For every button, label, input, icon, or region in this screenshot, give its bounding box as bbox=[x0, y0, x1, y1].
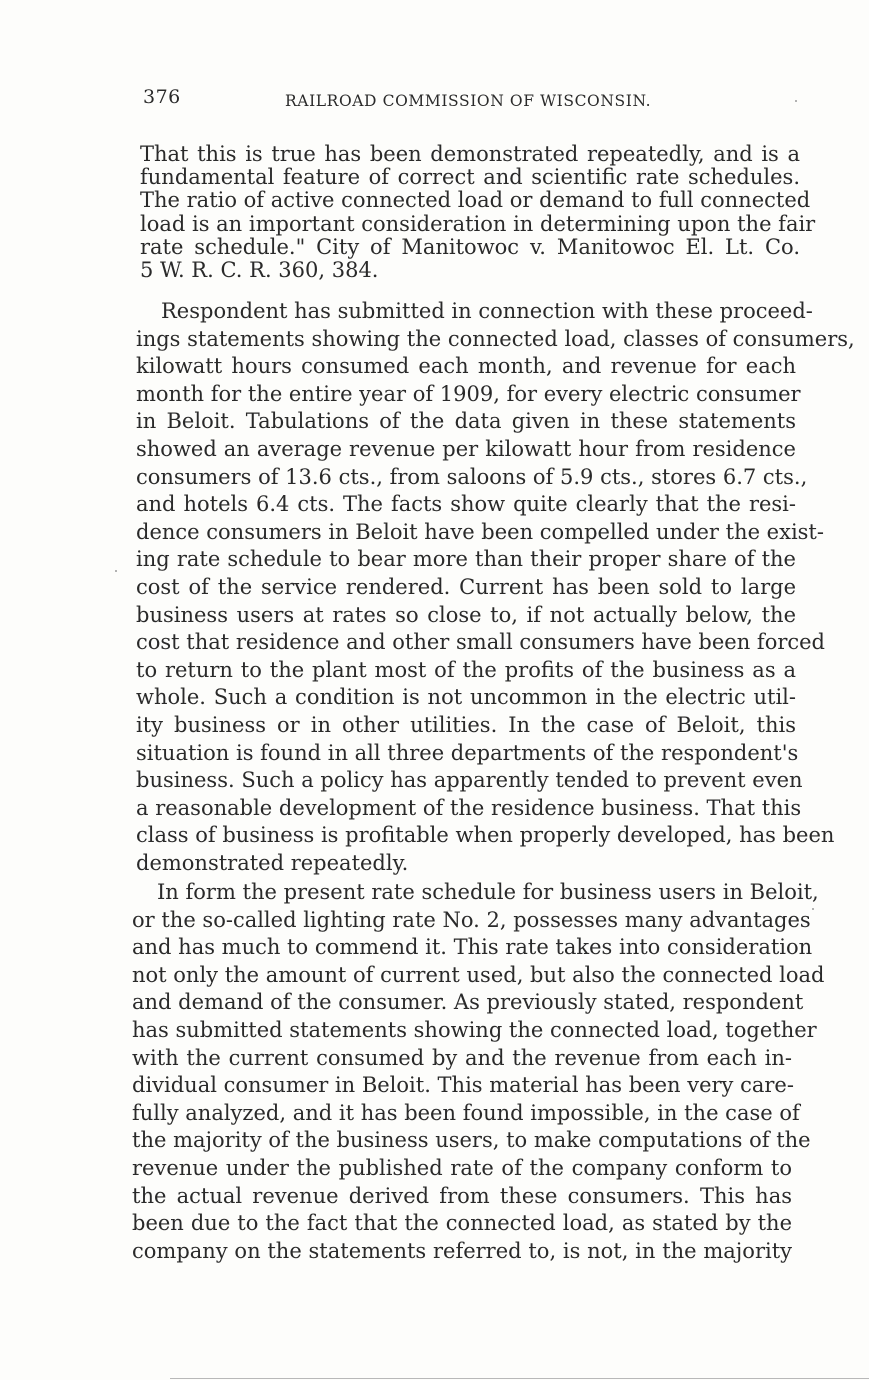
quote-line: 5 W. R. C. R. 360, 384. bbox=[140, 258, 379, 283]
paragraph-line: and has much to commend it. This rate takes into consideration bbox=[132, 935, 813, 960]
paragraph-line: ings statements showing the connected load, classes of consumers, bbox=[136, 326, 855, 351]
paragraph-line: and demand of the consumer. As previously stated, respondent bbox=[132, 990, 804, 1015]
paragraph-line: has submitted statements showing the connected load, together bbox=[132, 1017, 817, 1042]
paragraph-line: fully analyzed, and it has been found impossible, in the case of bbox=[132, 1100, 800, 1125]
paragraph-line: dividual consumer in Beloit. This material has been very care- bbox=[132, 1073, 794, 1098]
running-head: RAILROAD COMMISSION OF WISCONSIN. bbox=[285, 92, 652, 110]
paragraph-line: been due to the fact that the connected load, as stated by the bbox=[132, 1211, 792, 1236]
quoted-passage bbox=[140, 142, 816, 283]
bottom-rule bbox=[170, 1378, 869, 1379]
paragraph-line: and hotels 6.4 cts. The facts show quite clearly that the resi- bbox=[136, 492, 796, 517]
paragraph-line: a reasonable development of the residence business. That this bbox=[136, 795, 802, 820]
paragraph-line: business. Such a policy has apparently tended to prevent even bbox=[136, 768, 803, 793]
paragraph-line: business users at rates so close to, if not actually below, the bbox=[136, 602, 796, 627]
paragraph-line: consumers of 13.6 cts., from saloons of 5.9 cts., stores 6.7 cts., bbox=[136, 464, 808, 489]
scan-speck bbox=[795, 100, 797, 102]
quote-line: load is an important consideration in determining upon the fair bbox=[140, 211, 816, 236]
paragraph-line: the actual revenue derived from these consumers. This has bbox=[132, 1183, 792, 1208]
quote-citation-line: rate schedule." City of Manitowoc v. Manitowoc El. Lt. Co. bbox=[140, 234, 800, 259]
paragraph-line: demonstrated repeatedly. bbox=[136, 850, 409, 875]
paragraph-line: situation is found in all three departments of the respondent's bbox=[136, 740, 799, 765]
paragraph-line: company on the statements referred to, is not, in the majority bbox=[132, 1238, 792, 1263]
scan-speck bbox=[812, 908, 814, 910]
paragraph-line: ing rate schedule to bear more than their proper share of the bbox=[136, 547, 796, 572]
paragraph-line: not only the amount of current used, but also the connected load bbox=[132, 962, 825, 987]
paragraph-line: whole. Such a condition is not uncommon in the electric util- bbox=[136, 685, 796, 710]
paragraph-line: or the so-called lighting rate No. 2, possesses many advantages bbox=[132, 907, 811, 932]
quote-line: That this is true has been demonstrated repeatedly, and is a bbox=[140, 142, 800, 166]
scan-speck bbox=[115, 570, 117, 572]
paragraph-line: class of business is profitable when properly developed, has been bbox=[136, 823, 835, 848]
paragraph-line: kilowatt hours consumed each month, and revenue for each bbox=[136, 354, 796, 379]
paragraph-line: cost of the service rendered. Current has been sold to large bbox=[136, 574, 796, 599]
paragraph-line: Respondent has submitted in connection with these proceed- bbox=[161, 299, 813, 323]
paragraph-line: month for the entire year of 1909, for every electric consumer bbox=[136, 381, 801, 406]
paragraph-line: cost that residence and other small consumers have been forced bbox=[136, 630, 826, 655]
paragraph-respondent-submitted bbox=[136, 298, 855, 877]
paragraph-line: revenue under the published rate of the company conform to bbox=[132, 1155, 792, 1180]
paragraph-rate-schedule bbox=[132, 879, 825, 1265]
paragraph-line: ity business or in other utilities. In the case of Beloit, this bbox=[136, 712, 796, 737]
quote-line: fundamental feature of correct and scientific rate schedules. bbox=[140, 165, 800, 190]
paragraph-line: showed an average revenue per kilowatt hour from residence bbox=[136, 436, 796, 461]
paragraph-line: in Beloit. Tabulations of the data given in these statements bbox=[136, 409, 796, 434]
paragraph-line: with the current consumed by and the revenue from each in- bbox=[132, 1045, 792, 1070]
paragraph-line: the majority of the business users, to make computations of the bbox=[132, 1128, 811, 1153]
quote-line: The ratio of active connected load or demand to full connected bbox=[140, 188, 811, 213]
paragraph-line: to return to the plant most of the profits of the business as a bbox=[136, 657, 796, 682]
page-number: 376 bbox=[143, 86, 181, 108]
paragraph-line: dence consumers in Beloit have been compelled under the exist- bbox=[136, 519, 824, 544]
paragraph-line: In form the present rate schedule for business users in Beloit, bbox=[157, 880, 819, 904]
